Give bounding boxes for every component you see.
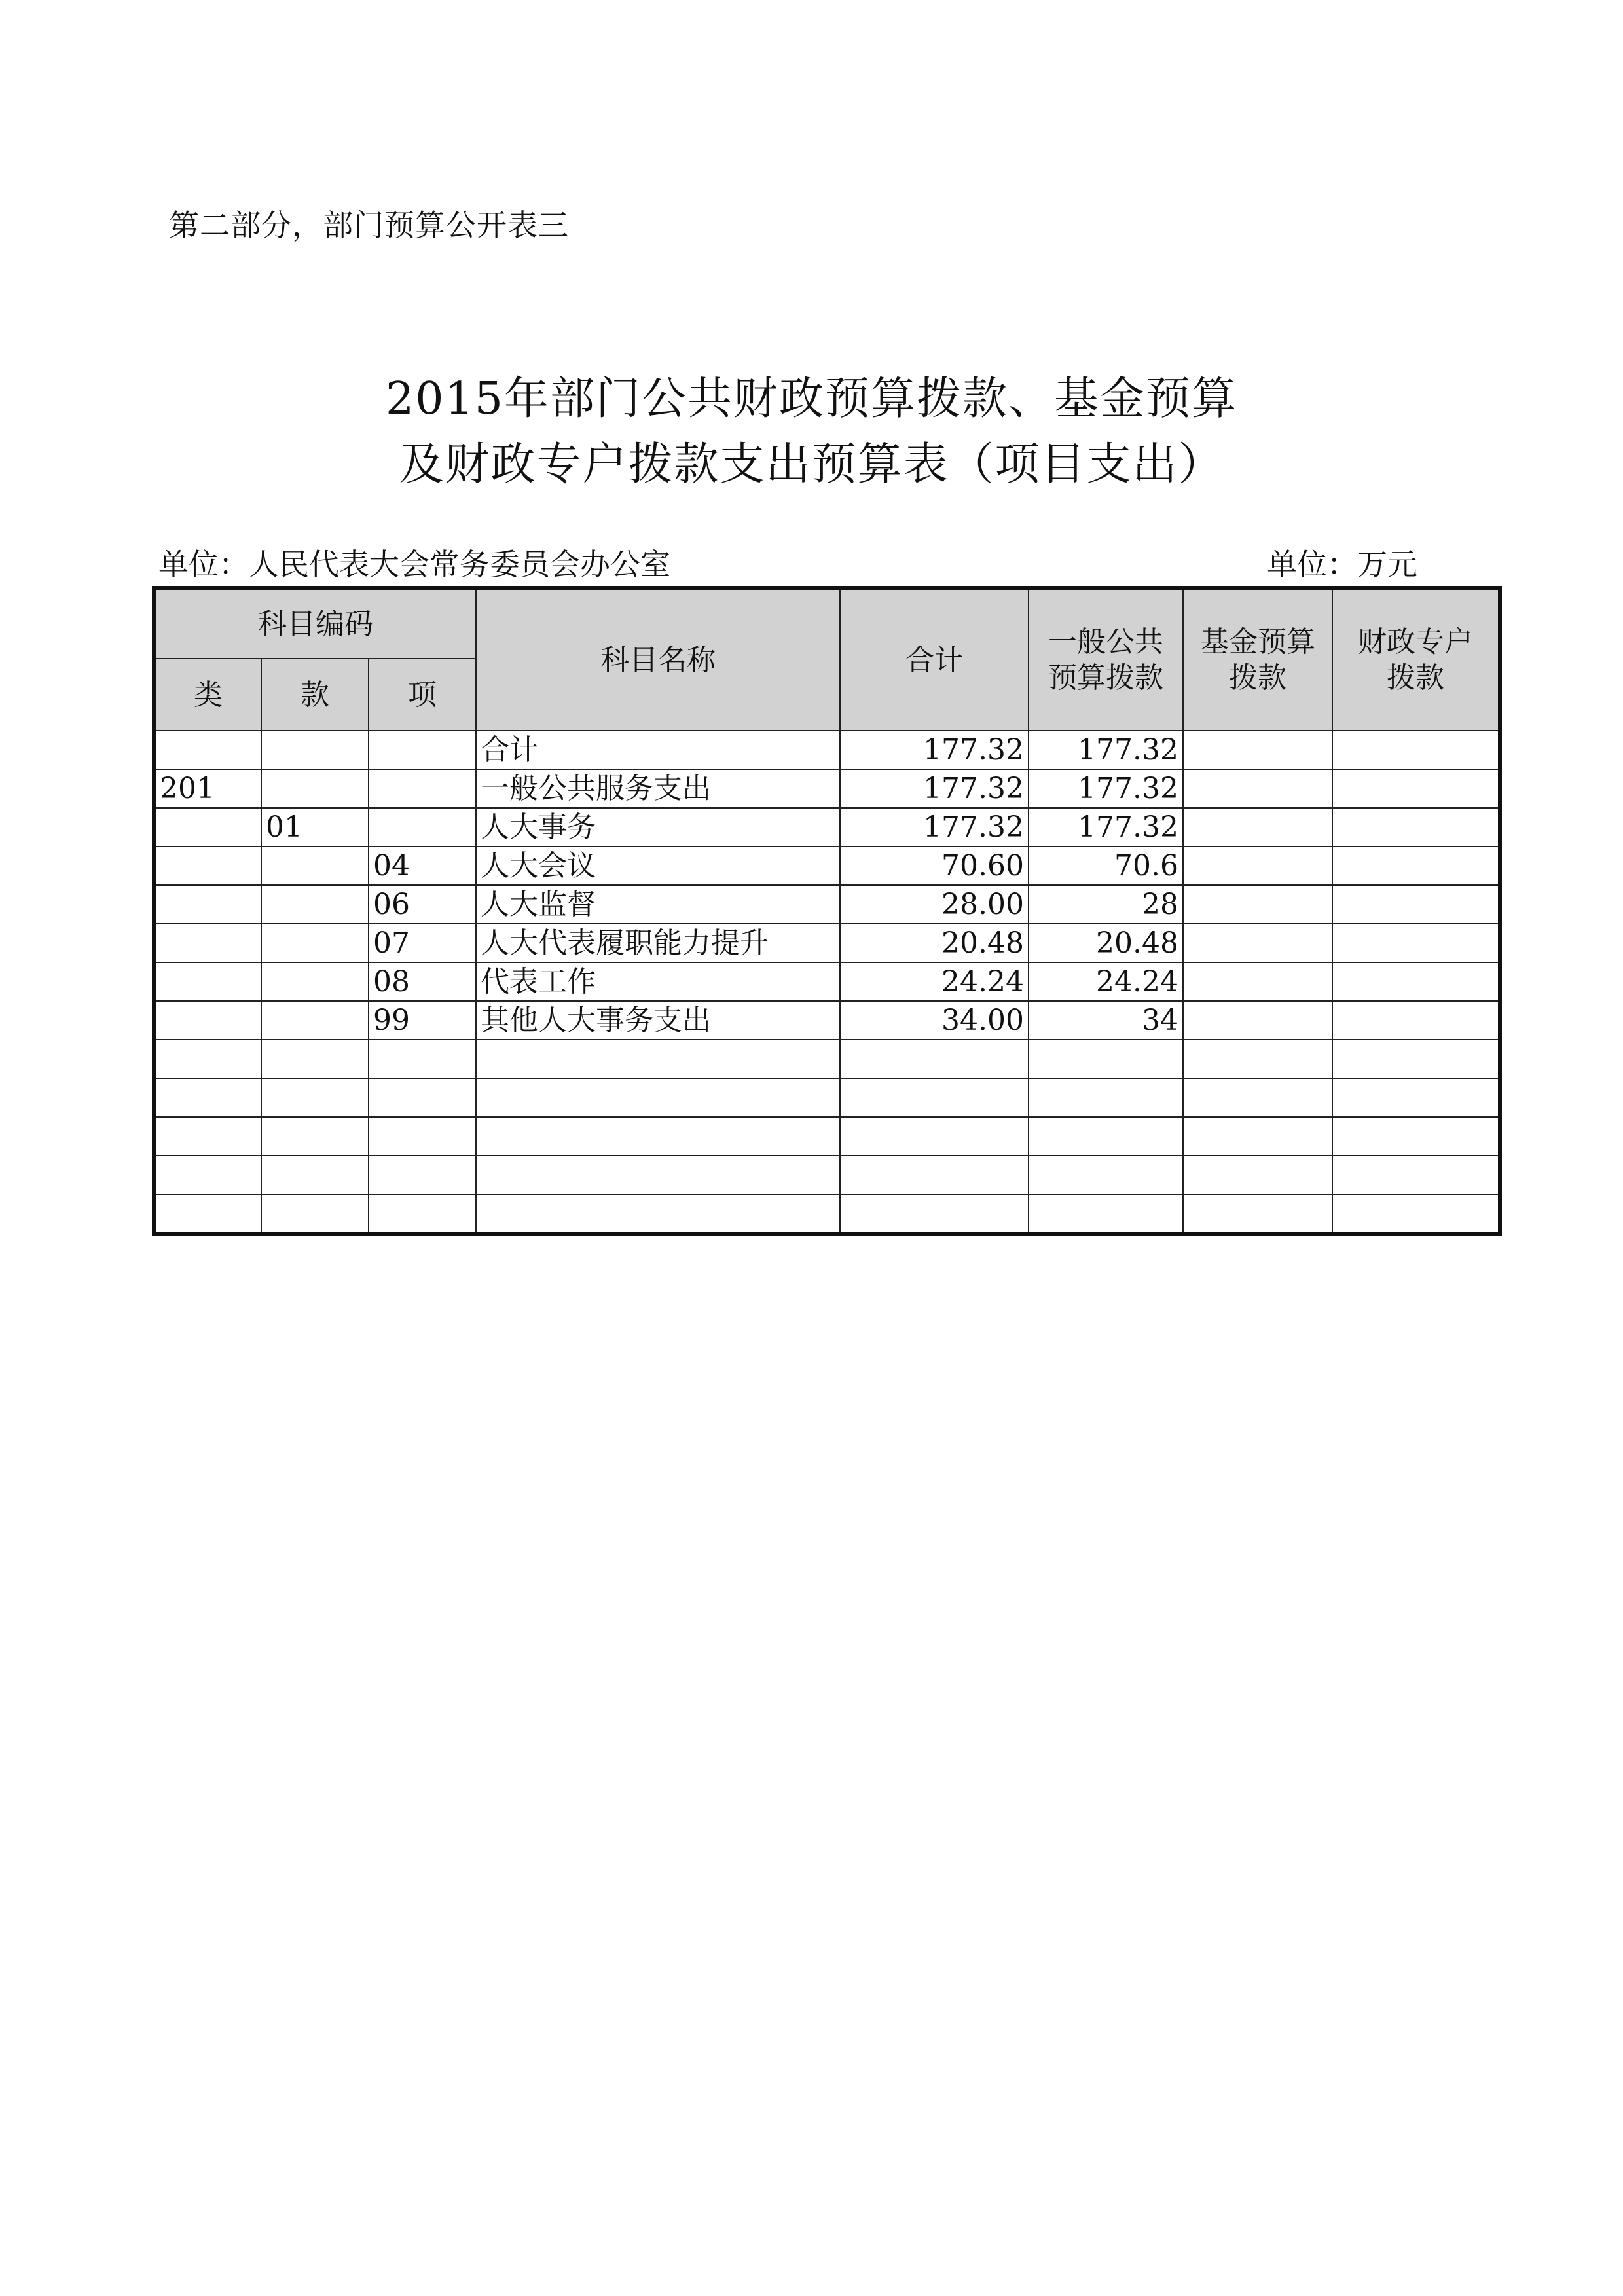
cell-fund-budget bbox=[1183, 1117, 1332, 1156]
cell-lei bbox=[154, 885, 261, 924]
cell-special-account bbox=[1332, 1001, 1500, 1040]
table-body bbox=[154, 731, 1500, 1234]
cell-xiang: 99 bbox=[369, 1001, 476, 1040]
cell-kuan bbox=[261, 1040, 369, 1078]
cell-lei bbox=[154, 1040, 261, 1078]
cell-fund-budget bbox=[1183, 1078, 1332, 1117]
cell-kuan bbox=[261, 1117, 369, 1156]
table-row bbox=[154, 885, 1500, 924]
cell-lei bbox=[154, 808, 261, 847]
table-header bbox=[154, 588, 1500, 731]
cell-general-budget: 24.24 bbox=[1029, 962, 1183, 1001]
cell-fund-budget bbox=[1183, 1040, 1332, 1078]
cell-kuan bbox=[261, 847, 369, 885]
cell-total: 20.48 bbox=[840, 924, 1029, 962]
cell-xiang bbox=[369, 1156, 476, 1194]
table-row bbox=[154, 1156, 1500, 1194]
cell-fund-budget bbox=[1183, 808, 1332, 847]
header-special-account-line-2: 拨款 bbox=[1387, 661, 1444, 695]
cell-total bbox=[840, 1040, 1029, 1078]
cell-general-budget: 177.32 bbox=[1029, 731, 1183, 769]
cell-kuan bbox=[261, 1001, 369, 1040]
cell-subject-name: 人大监督 bbox=[476, 885, 840, 924]
cell-xiang bbox=[369, 1194, 476, 1234]
table-row bbox=[154, 1117, 1500, 1156]
table-row bbox=[154, 1040, 1500, 1078]
cell-special-account bbox=[1332, 885, 1500, 924]
cell-general-budget: 70.6 bbox=[1029, 847, 1183, 885]
cell-kuan: 01 bbox=[261, 808, 369, 847]
cell-kuan bbox=[261, 1078, 369, 1117]
cell-xiang bbox=[369, 1078, 476, 1117]
cell-fund-budget bbox=[1183, 1001, 1332, 1040]
cell-xiang: 07 bbox=[369, 924, 476, 962]
cell-xiang: 04 bbox=[369, 847, 476, 885]
cell-xiang bbox=[369, 1117, 476, 1156]
cell-general-budget: 177.32 bbox=[1029, 808, 1183, 847]
cell-kuan bbox=[261, 924, 369, 962]
cell-general-budget bbox=[1029, 1156, 1183, 1194]
cell-xiang: 08 bbox=[369, 962, 476, 1001]
cell-lei bbox=[154, 924, 261, 962]
cell-total: 177.32 bbox=[840, 731, 1029, 769]
cell-special-account bbox=[1332, 1078, 1500, 1117]
table-row bbox=[154, 1078, 1500, 1117]
cell-kuan bbox=[261, 731, 369, 769]
section-label: 第二部分，部门预算公开表三 bbox=[169, 208, 569, 243]
cell-special-account bbox=[1332, 769, 1500, 808]
table-row bbox=[154, 769, 1500, 808]
table-row bbox=[154, 962, 1500, 1001]
cell-special-account bbox=[1332, 1156, 1500, 1194]
cell-lei bbox=[154, 731, 261, 769]
cell-special-account bbox=[1332, 924, 1500, 962]
page-title-line-2: 及财政专户拨款支出预算表（项目支出） bbox=[399, 439, 1224, 490]
cell-total: 177.32 bbox=[840, 808, 1029, 847]
cell-general-budget: 177.32 bbox=[1029, 769, 1183, 808]
cell-subject-name bbox=[476, 1078, 840, 1117]
page-title-line-1: 2015年部门公共财政预算拨款、基金预算 bbox=[385, 373, 1238, 425]
cell-subject-name: 代表工作 bbox=[476, 962, 840, 1001]
cell-subject-name: 一般公共服务支出 bbox=[476, 769, 840, 808]
cell-total bbox=[840, 1194, 1029, 1234]
cell-fund-budget bbox=[1183, 731, 1332, 769]
cell-special-account bbox=[1332, 1040, 1500, 1078]
cell-total bbox=[840, 1117, 1029, 1156]
cell-general-budget: 20.48 bbox=[1029, 924, 1183, 962]
cell-fund-budget bbox=[1183, 924, 1332, 962]
cell-lei bbox=[154, 1156, 261, 1194]
cell-total: 70.60 bbox=[840, 847, 1029, 885]
cell-kuan bbox=[261, 769, 369, 808]
header-special-account-line-1: 财政专户 bbox=[1358, 625, 1473, 659]
header-kuan: 款 bbox=[261, 659, 369, 731]
cell-subject-name: 合计 bbox=[476, 731, 840, 769]
cell-subject-name bbox=[476, 1194, 840, 1234]
table-row bbox=[154, 808, 1500, 847]
cell-general-budget: 28 bbox=[1029, 885, 1183, 924]
cell-lei bbox=[154, 1117, 261, 1156]
header-fund-budget-line-2: 拨款 bbox=[1229, 661, 1286, 695]
unit-currency: 单位：万元 bbox=[1267, 547, 1417, 582]
cell-special-account bbox=[1332, 808, 1500, 847]
cell-kuan bbox=[261, 1194, 369, 1234]
unit-organization: 单位：人民代表大会常务委员会办公室 bbox=[158, 547, 670, 582]
cell-special-account bbox=[1332, 847, 1500, 885]
header-total: 合计 bbox=[840, 588, 1029, 731]
table-row bbox=[154, 1194, 1500, 1234]
cell-xiang bbox=[369, 769, 476, 808]
cell-general-budget bbox=[1029, 1078, 1183, 1117]
table-row bbox=[154, 731, 1500, 769]
cell-kuan bbox=[261, 962, 369, 1001]
cell-lei bbox=[154, 1194, 261, 1234]
cell-fund-budget bbox=[1183, 847, 1332, 885]
header-lei: 类 bbox=[154, 659, 261, 731]
cell-total bbox=[840, 1156, 1029, 1194]
cell-general-budget bbox=[1029, 1194, 1183, 1234]
header-general-budget bbox=[1029, 588, 1183, 731]
cell-xiang bbox=[369, 808, 476, 847]
table-row bbox=[154, 1001, 1500, 1040]
cell-special-account bbox=[1332, 1194, 1500, 1234]
cell-subject-name bbox=[476, 1040, 840, 1078]
cell-lei bbox=[154, 1078, 261, 1117]
cell-subject-name bbox=[476, 1156, 840, 1194]
cell-subject-name: 人大事务 bbox=[476, 808, 840, 847]
cell-special-account bbox=[1332, 962, 1500, 1001]
cell-fund-budget bbox=[1183, 769, 1332, 808]
header-subject-name: 科目名称 bbox=[476, 588, 840, 731]
cell-subject-name: 人大会议 bbox=[476, 847, 840, 885]
cell-subject-name: 人大代表履职能力提升 bbox=[476, 924, 840, 962]
cell-special-account bbox=[1332, 731, 1500, 769]
cell-xiang bbox=[369, 1040, 476, 1078]
cell-lei bbox=[154, 1001, 261, 1040]
header-special-account bbox=[1332, 588, 1500, 731]
cell-fund-budget bbox=[1183, 1156, 1332, 1194]
cell-general-budget bbox=[1029, 1040, 1183, 1078]
cell-fund-budget bbox=[1183, 885, 1332, 924]
cell-kuan bbox=[261, 1156, 369, 1194]
cell-fund-budget bbox=[1183, 1194, 1332, 1234]
cell-total: 34.00 bbox=[840, 1001, 1029, 1040]
cell-lei bbox=[154, 847, 261, 885]
cell-total: 28.00 bbox=[840, 885, 1029, 924]
cell-fund-budget bbox=[1183, 962, 1332, 1001]
cell-lei: 201 bbox=[154, 769, 261, 808]
cell-kuan bbox=[261, 885, 369, 924]
header-fund-budget bbox=[1183, 588, 1332, 731]
cell-subject-name: 其他人大事务支出 bbox=[476, 1001, 840, 1040]
cell-total: 177.32 bbox=[840, 769, 1029, 808]
cell-general-budget: 34 bbox=[1029, 1001, 1183, 1040]
cell-general-budget bbox=[1029, 1117, 1183, 1156]
cell-special-account bbox=[1332, 1117, 1500, 1156]
cell-total bbox=[840, 1078, 1029, 1117]
table-row bbox=[154, 924, 1500, 962]
header-fund-budget-line-1: 基金预算 bbox=[1200, 625, 1315, 659]
cell-xiang: 06 bbox=[369, 885, 476, 924]
header-general-budget-line-1: 一般公共 bbox=[1048, 625, 1163, 659]
header-xiang: 项 bbox=[369, 659, 476, 731]
table-row bbox=[154, 847, 1500, 885]
budget-table bbox=[152, 586, 1502, 1236]
cell-total: 24.24 bbox=[840, 962, 1029, 1001]
header-general-budget-line-2: 预算拨款 bbox=[1048, 661, 1163, 695]
cell-subject-name bbox=[476, 1117, 840, 1156]
header-subject-code: 科目编码 bbox=[154, 588, 476, 659]
cell-lei bbox=[154, 962, 261, 1001]
cell-xiang bbox=[369, 731, 476, 769]
